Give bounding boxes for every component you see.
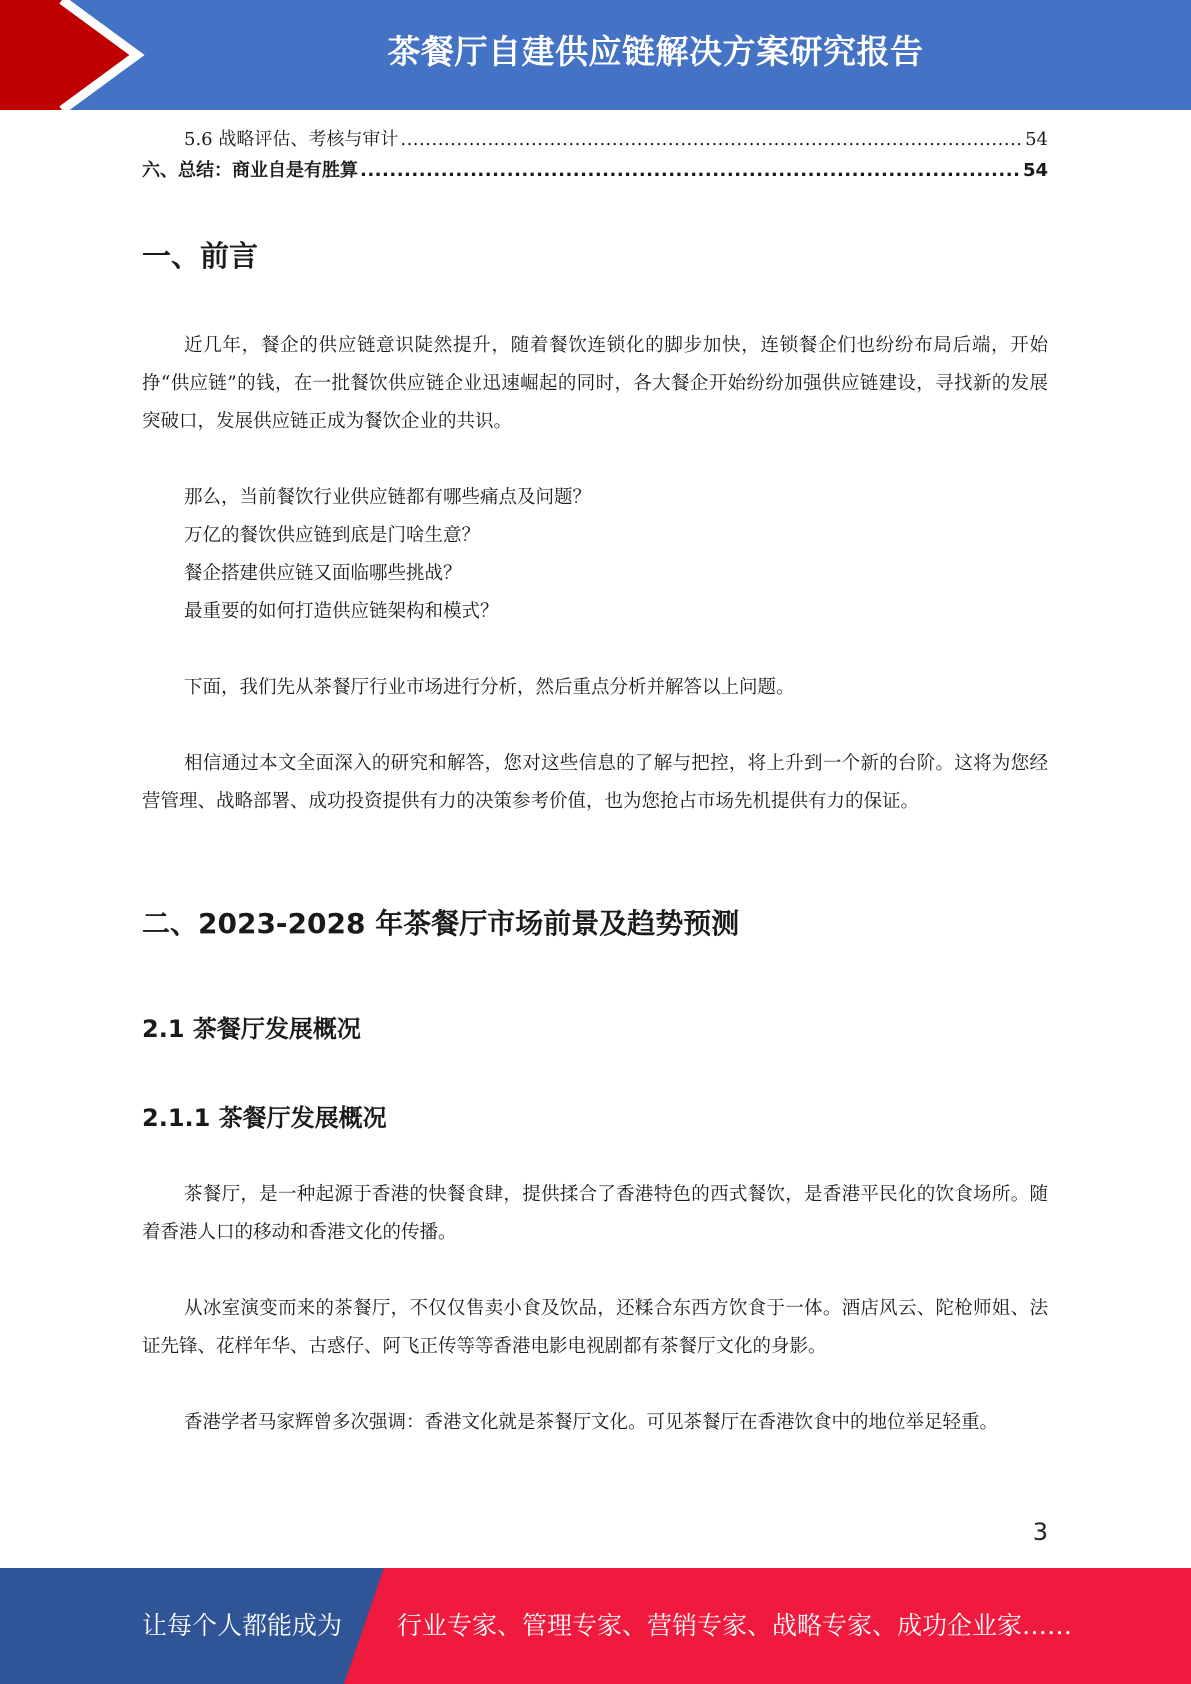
page-number: 3	[1032, 1518, 1048, 1546]
section-heading-preface: 一、前言	[142, 239, 259, 273]
toc-entry-page: 54	[1022, 160, 1048, 181]
subsection-heading: 2.1 茶餐厅发展概况	[142, 1015, 361, 1043]
paragraph: 香港学者马家辉曾多次强调：香港文化就是茶餐厅文化。可见茶餐厅在香港饮食中的地位举足轻重。	[184, 1412, 999, 1433]
paragraph: 茶餐厅，是一种起源于香港的快餐食肆，提供揉合了香港特色的西式餐饮，是香港平民化的饮食场所。随着香港人口的移动和香港文化的传播。	[142, 1184, 1048, 1243]
toc-dot-leader	[360, 155, 1021, 186]
toc-entry-page: 54	[1025, 129, 1048, 150]
paragraph: 从冰室演变而来的茶餐厅，不仅仅售卖小食及饮品，还糅合东西方饮食于一体。酒店风云、陀枪师姐、法证先锋、花样年华、古惑仔、阿飞正传等等香港电影电视剧都有茶餐厅文化的身影。	[142, 1298, 1048, 1357]
paragraph: 近几年，餐企的供应链意识陡然提升，随着餐饮连锁化的脚步加快，连锁餐企们也纷纷布局后端，开始挣“供应链”的钱，在一批餐饮供应链企业迅速崛起的同时，各大餐企开始纷纷加强供应链建设，寻找新的发展突破口，发展供应链正成为餐饮企业的共识。	[142, 335, 1048, 432]
report-title: 茶餐厅自建供应链解决方案研究报告	[387, 32, 924, 71]
question-item: 那么，当前餐饮行业供应链都有哪些痛点及问题？	[184, 487, 592, 508]
footer-banner	[0, 1568, 1191, 1684]
paragraph: 相信通过本文全面深入的研究和解答，您对这些信息的了解与把控，将上升到一个新的台阶。这将为您经营管理、战略部署、成功投资提供有力的决策参考价值，也为您抢占市场先机提供有力的保证。	[142, 753, 1048, 812]
toc-entry[interactable]	[142, 155, 1048, 186]
toc-entry-label: 六、总结：商业自是有胜算	[142, 160, 358, 181]
question-item: 餐企搭建供应链又面临哪些挑战？	[184, 563, 462, 584]
toc-entry-label: 5.6 战略评估、考核与审计	[184, 129, 399, 150]
header-banner	[0, 0, 1191, 110]
footer-slogan-left: 让每个人都能成为	[142, 1611, 343, 1640]
question-item: 最重要的如何打造供应链架构和模式？	[184, 601, 499, 622]
question-list	[184, 479, 591, 631]
subsubsection-heading: 2.1.1 茶餐厅发展概况	[142, 1104, 387, 1132]
toc-entry[interactable]	[142, 124, 1048, 155]
question-item: 万亿的餐饮供应链到底是门啥生意？	[184, 525, 481, 546]
paragraph: 下面，我们先从茶餐厅行业市场进行分析，然后重点分析并解答以上问题。	[184, 677, 795, 698]
section-heading-market: 二、2023-2028 年茶餐厅市场前景及趋势预测	[142, 907, 740, 940]
footer-slogan-right: 行业专家、管理专家、营销专家、战略专家、成功企业家……	[397, 1611, 1073, 1640]
toc-dot-leader	[400, 124, 1023, 155]
